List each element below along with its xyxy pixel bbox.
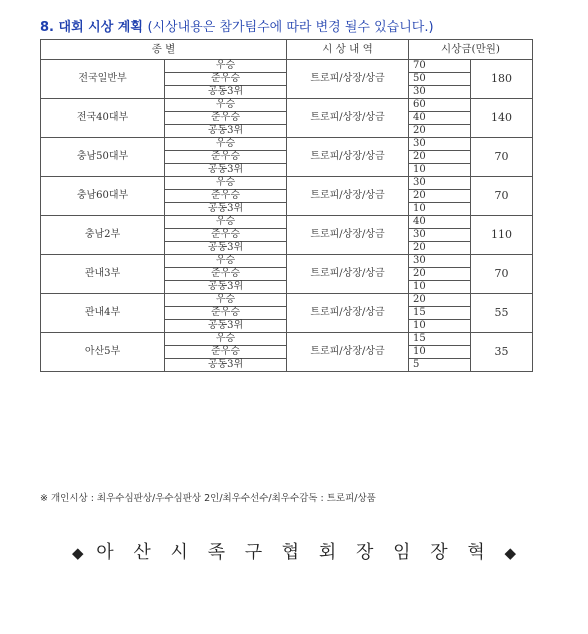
details-cell: 트로피/상장/상금	[287, 255, 409, 294]
amount-cell: 30	[409, 177, 471, 190]
awards-table-body	[41, 60, 533, 372]
amount-cell: 70	[409, 60, 471, 73]
details-cell: 트로피/상장/상금	[287, 177, 409, 216]
table-row	[41, 60, 533, 73]
amount-cell: 10	[409, 281, 471, 294]
place-cell: 준우승	[165, 112, 287, 125]
amount-cell: 30	[409, 229, 471, 242]
diamond-right-icon: ◆	[504, 544, 517, 562]
place-cell: 우승	[165, 216, 287, 229]
amount-cell: 10	[409, 203, 471, 216]
amount-cell: 30	[409, 86, 471, 99]
place-cell: 우승	[165, 294, 287, 307]
amount-cell: 30	[409, 138, 471, 151]
total-prize-cell: 110	[471, 216, 533, 255]
division-cell: 전국일반부	[41, 60, 165, 99]
amount-cell: 10	[409, 164, 471, 177]
section-title-text: 대회 시상 계획	[58, 20, 143, 35]
division-cell: 충남50대부	[41, 138, 165, 177]
amount-cell: 15	[409, 307, 471, 320]
total-prize-cell: 180	[471, 60, 533, 99]
place-cell: 준우승	[165, 73, 287, 86]
awards-table	[40, 39, 533, 372]
signature-line	[0, 538, 588, 564]
place-cell: 우승	[165, 138, 287, 151]
division-cell: 관내4부	[41, 294, 165, 333]
place-cell: 우승	[165, 255, 287, 268]
amount-cell: 60	[409, 99, 471, 112]
total-prize-cell: 35	[471, 333, 533, 372]
header-prize: 시상금(만원)	[409, 40, 533, 60]
division-cell: 아산5부	[41, 333, 165, 372]
details-cell: 트로피/상장/상금	[287, 138, 409, 177]
table-row	[41, 294, 533, 307]
division-cell: 관내3부	[41, 255, 165, 294]
table-row	[41, 177, 533, 190]
amount-cell: 5	[409, 359, 471, 372]
section-title	[40, 20, 147, 35]
section-number: 8.	[40, 20, 54, 35]
details-cell: 트로피/상장/상금	[287, 99, 409, 138]
header-details: 시 상 내 역	[287, 40, 409, 60]
place-cell: 우승	[165, 177, 287, 190]
amount-cell: 20	[409, 268, 471, 281]
amount-cell: 20	[409, 190, 471, 203]
place-cell: 준우승	[165, 229, 287, 242]
amount-cell: 40	[409, 216, 471, 229]
header-division: 종 별	[41, 40, 287, 60]
details-cell: 트로피/상장/상금	[287, 60, 409, 99]
diamond-left-icon: ◆	[71, 544, 84, 562]
amount-cell: 40	[409, 112, 471, 125]
details-cell: 트로피/상장/상금	[287, 294, 409, 333]
amount-cell: 20	[409, 242, 471, 255]
table-row	[41, 216, 533, 229]
total-prize-cell: 140	[471, 99, 533, 138]
total-prize-cell: 70	[471, 138, 533, 177]
amount-cell: 20	[409, 125, 471, 138]
signature-text: 아 산 시 족 구 협 회 장 임 장 혁	[96, 542, 492, 563]
place-cell: 공동3위	[165, 86, 287, 99]
place-cell: 준우승	[165, 190, 287, 203]
table-row	[41, 138, 533, 151]
division-cell: 충남60대부	[41, 177, 165, 216]
total-prize-cell: 55	[471, 294, 533, 333]
amount-cell: 15	[409, 333, 471, 346]
individual-awards-note: ※ 개인시상 : 최우수심판상/우수심판상 2인/최우수선수/최우수감독 : 트로피/상품	[40, 493, 376, 504]
table-header-row	[41, 40, 533, 60]
place-cell: 우승	[165, 99, 287, 112]
section-subtitle: (시상내용은 참가팀수에 따라 변경 될수 있습니다.)	[147, 20, 434, 35]
division-cell: 전국40대부	[41, 99, 165, 138]
place-cell: 우승	[165, 60, 287, 73]
place-cell: 공동3위	[165, 320, 287, 333]
place-cell: 공동3위	[165, 281, 287, 294]
amount-cell: 10	[409, 346, 471, 359]
table-row	[41, 99, 533, 112]
place-cell: 공동3위	[165, 164, 287, 177]
place-cell: 우승	[165, 333, 287, 346]
place-cell: 준우승	[165, 346, 287, 359]
place-cell: 준우승	[165, 151, 287, 164]
place-cell: 공동3위	[165, 125, 287, 138]
amount-cell: 50	[409, 73, 471, 86]
place-cell: 준우승	[165, 268, 287, 281]
total-prize-cell: 70	[471, 255, 533, 294]
amount-cell: 30	[409, 255, 471, 268]
details-cell: 트로피/상장/상금	[287, 333, 409, 372]
details-cell: 트로피/상장/상금	[287, 216, 409, 255]
division-cell: 충남2부	[41, 216, 165, 255]
section-heading	[40, 16, 434, 35]
amount-cell: 20	[409, 294, 471, 307]
total-prize-cell: 70	[471, 177, 533, 216]
amount-cell: 10	[409, 320, 471, 333]
table-row	[41, 333, 533, 346]
place-cell: 준우승	[165, 307, 287, 320]
amount-cell: 20	[409, 151, 471, 164]
table-row	[41, 255, 533, 268]
place-cell: 공동3위	[165, 359, 287, 372]
place-cell: 공동3위	[165, 203, 287, 216]
place-cell: 공동3위	[165, 242, 287, 255]
